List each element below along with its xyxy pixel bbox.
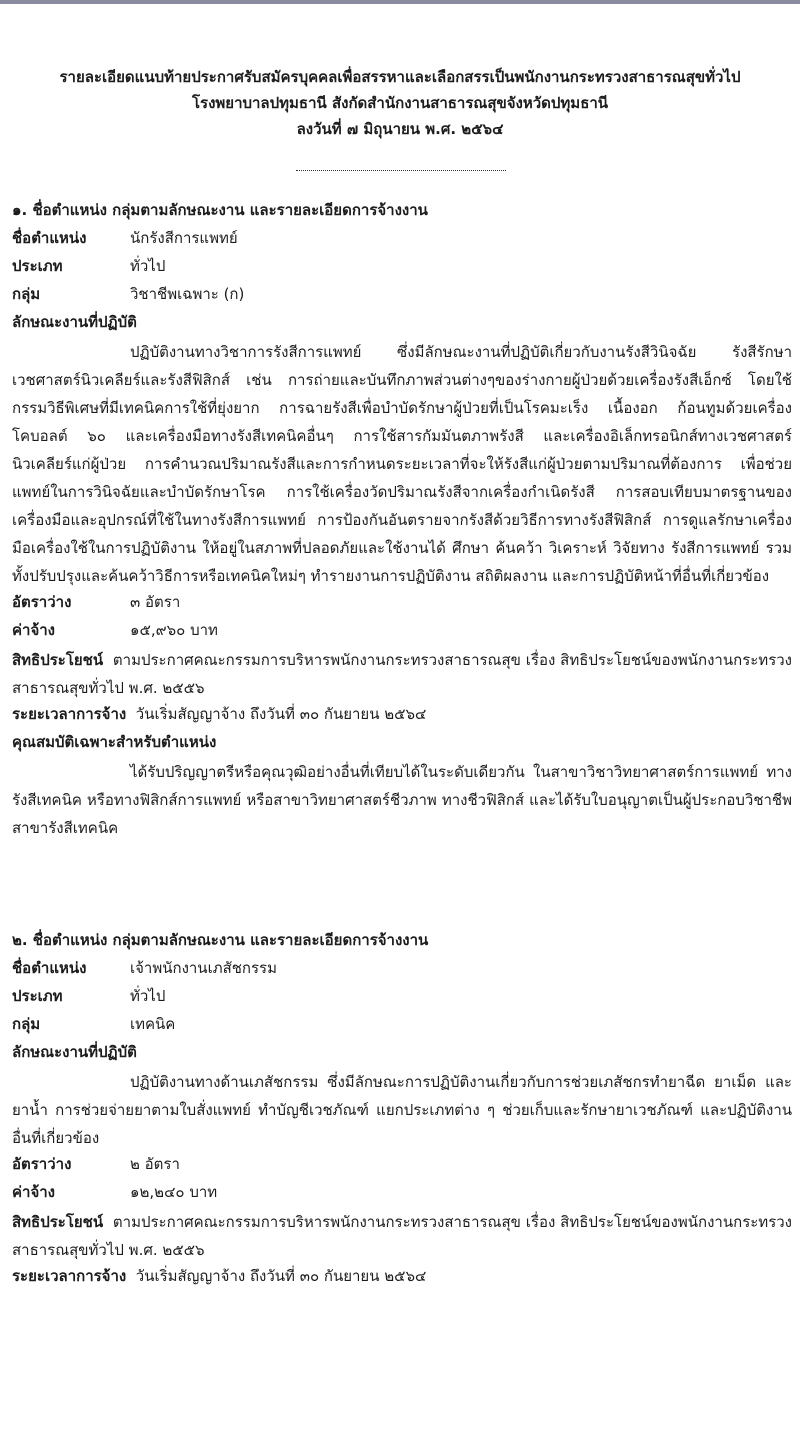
- header-hospital-line: โรงพยาบาลปทุมธานี สังกัดสำนักงานสาธารณสุขจังหวัดปทุมธานี: [191, 94, 609, 112]
- position-name-row: [12, 956, 792, 984]
- position-group-label: กลุ่ม: [12, 285, 41, 303]
- vacancy-row: [12, 590, 792, 618]
- position-section-1: [12, 198, 792, 842]
- section-title: ๒. ชื่อตำแหน่ง กลุ่มตามลักษณะงาน และรายละเอียดการจ้างงาน: [12, 931, 429, 949]
- document-header: [0, 64, 800, 142]
- benefit-paragraph: [12, 646, 792, 702]
- period-row: [12, 702, 792, 730]
- position-group-value: วิชาชีพเฉพาะ (ก): [130, 285, 245, 303]
- vacancy-label: อัตราว่าง: [12, 1155, 72, 1173]
- duties-heading-row: [12, 310, 792, 338]
- qualification-label: คุณสมบัติเฉพาะสำหรับตำแหน่ง: [12, 733, 217, 751]
- qualification-heading-row: [12, 730, 792, 758]
- wage-value: ๑๕,๙๖๐ บาท: [130, 621, 218, 639]
- duties-label: ลักษณะงานที่ปฏิบัติ: [12, 313, 137, 331]
- duties-text: ปฏิบัติงานทางด้านเภสัชกรรม ซึ่งมีลักษณะการปฏิบัติงานเกี่ยวกับการช่วยเภสัชกรทำยาฉีด ยาเม็ด และยาน้ำ การช่วยจ่ายยาตามใบสั่งแพทย์ ทำบัญชีเวชภัณฑ์ แยกประเภทต่าง ๆ ช่วยเก็บและรักษายาเวชภัณฑ์ และปฏิบัติงานอื่นที่เกี่ยวข้อง: [12, 1073, 792, 1147]
- vacancy-row: [12, 1152, 792, 1180]
- position-name-value: นักรังสีการแพทย์: [130, 229, 238, 247]
- position-group-row: [12, 282, 792, 310]
- benefit-text: ตามประกาศคณะกรรมการบริหารพนักงานกระทรวงสาธารณสุข เรื่อง สิทธิประโยชน์ของพนักงานกระทรวงสาธารณสุขทั่วไป พ.ศ. ๒๕๕๖: [12, 1213, 792, 1259]
- position-group-row: [12, 1012, 792, 1040]
- position-type-row: [12, 984, 792, 1012]
- wage-label: ค่าจ้าง: [12, 621, 55, 639]
- position-name-value: เจ้าพนักงานเภสัชกรรม: [130, 959, 277, 977]
- header-date-line: ลงวันที่ ๗ มิถุนายน พ.ศ. ๒๕๖๔: [296, 120, 504, 138]
- wage-value: ๑๒,๒๔๐ บาท: [130, 1183, 218, 1201]
- position-type-label: ประเภท: [12, 257, 63, 275]
- duties-heading-row: [12, 1040, 792, 1068]
- period-value: วันเริ่มสัญญาจ้าง ถึงวันที่ ๓๐ กันยายน ๒๕๖๔: [135, 1267, 427, 1285]
- header-dotted-divider: [296, 170, 506, 171]
- duties-label: ลักษณะงานที่ปฏิบัติ: [12, 1043, 137, 1061]
- period-paragraph: [12, 705, 426, 723]
- position-group-value: เทคนิค: [130, 1015, 176, 1033]
- position-type-row: [12, 254, 792, 282]
- period-value: วันเริ่มสัญญาจ้าง ถึงวันที่ ๓๐ กันยายน ๒๕๖๔: [135, 705, 427, 723]
- wage-label: ค่าจ้าง: [12, 1183, 55, 1201]
- position-name-label: ชื่อตำแหน่ง: [12, 229, 87, 247]
- qualification-text: ได้รับปริญญาตรีหรือคุณวุฒิอย่างอื่นที่เทียบได้ในระดับเดียวกัน ในสาขาวิชาวิทยาศาสตร์การแพทย์ ทางรังสีเทคนิค หรือทางฟิสิกส์การแพทย์ หรือสาขาวิทยาศาสตร์ชีวภาพ ทางชีวฟิสิกส์ และได้รับใบอนุญาตเป็นผู้ประกอบวิชาชีพสาขารังสีเทคนิค: [12, 763, 792, 837]
- header-title-line: รายละเอียดแนบท้ายประกาศรับสมัครบุคคลเพื่อสรรหาและเลือกสรรเป็นพนักงานกระทรวงสาธารณสุขทั่วไป: [59, 68, 741, 86]
- vacancy-value: ๒ อัตรา: [130, 1155, 180, 1173]
- benefit-label: สิทธิประโยชน์: [12, 651, 104, 669]
- wage-row: [12, 1180, 792, 1208]
- period-paragraph: [12, 1267, 426, 1285]
- vacancy-value: ๓ อัตรา: [130, 593, 181, 611]
- position-type-value: ทั่วไป: [130, 257, 166, 275]
- position-section-2: [12, 928, 792, 1292]
- section-title: ๑. ชื่อตำแหน่ง กลุ่มตามลักษณะงาน และรายละเอียดการจ้างงาน: [12, 201, 428, 219]
- position-name-row: [12, 226, 792, 254]
- period-label: ระยะเวลาการจ้าง: [12, 705, 127, 723]
- period-row: [12, 1264, 792, 1292]
- position-type-label: ประเภท: [12, 987, 63, 1005]
- duties-text: ปฏิบัติงานทางวิชาการรังสีการแพทย์ ซึ่งมีลักษณะงานที่ปฏิบัติเกี่ยวกับงานรังสีวินิจฉัย รังสีรักษาเวชศาสตร์นิวเคลียร์และรังสีฟิสิกส์ เช่น การถ่ายและบันทึกภาพส่วนต่างๆของร่างกายผู้ป่วยด้วยเครื่องรังสีเอ็กซ์ โดยใช้กรรมวิธีพิเศษที่มีเทคนิคการใช้ที่ยุ่งยาก การฉายรังสีเพื่อบำบัดรักษาผู้ป่วยที่เป็นโรคมะเร็ง เนื้องอก ก้อนทูมด้วยเครื่องโคบอลต์ ๖๐ และเครื่องมือทางรังสีเทคนิคอื่นๆ การใช้สารกัมมันตภาพรังสี และเครื่องอิเล็กทรอนิกส์ทางเวชศาสตร์นิวเคลียร์แก่ผู้ป่วย การคำนวณปริมาณรังสีและการกำหนดระยะเวลาที่จะให้รังสีแก่ผู้ป่วยตามปริมาณที่ต้องการ เพื่อช่วยแพทย์ในการวินิจฉัยและบำบัดรักษาโรค การใช้เครื่องวัดปริมาณรังสีจากเครื่องกำเนิดรังสี การสอบเทียบมาตรฐานของเครื่องมือและอุปกรณ์ที่ใช้ในทางรังสีการแพทย์ การป้องกันอันตรายจากรังสีด้วยวิธีการทางรังสีฟิสิกส์ การดูแลรักษาเครื่องมือเครื่องใช้ในการปฏิบัติงาน ให้อยู่ในสภาพที่ปลอดภัยและใช้งานได้ ศึกษา ค้นคว้า วิเคราะห์ วิจัยทาง รังสีการแพทย์ รวมทั้งปรับปรุงและค้นคว้าวิธีการหรือเทคนิคใหม่ๆ ทำรายงานการปฏิบัติงาน สถิติผลงาน และการปฏิบัติหน้าที่อื่นที่เกี่ยวข้อง: [12, 343, 792, 585]
- vacancy-label: อัตราว่าง: [12, 593, 72, 611]
- benefit-paragraph: [12, 1208, 792, 1264]
- benefit-text: ตามประกาศคณะกรรมการบริหารพนักงานกระทรวงสาธารณสุข เรื่อง สิทธิประโยชน์ของพนักงานกระทรวงสาธารณสุขทั่วไป พ.ศ. ๒๕๕๖: [12, 651, 792, 697]
- wage-row: [12, 618, 792, 646]
- position-name-label: ชื่อตำแหน่ง: [12, 959, 87, 977]
- benefit-label: สิทธิประโยชน์: [12, 1213, 104, 1231]
- position-group-label: กลุ่ม: [12, 1015, 41, 1033]
- period-label: ระยะเวลาการจ้าง: [12, 1267, 127, 1285]
- position-type-value: ทั่วไป: [130, 987, 166, 1005]
